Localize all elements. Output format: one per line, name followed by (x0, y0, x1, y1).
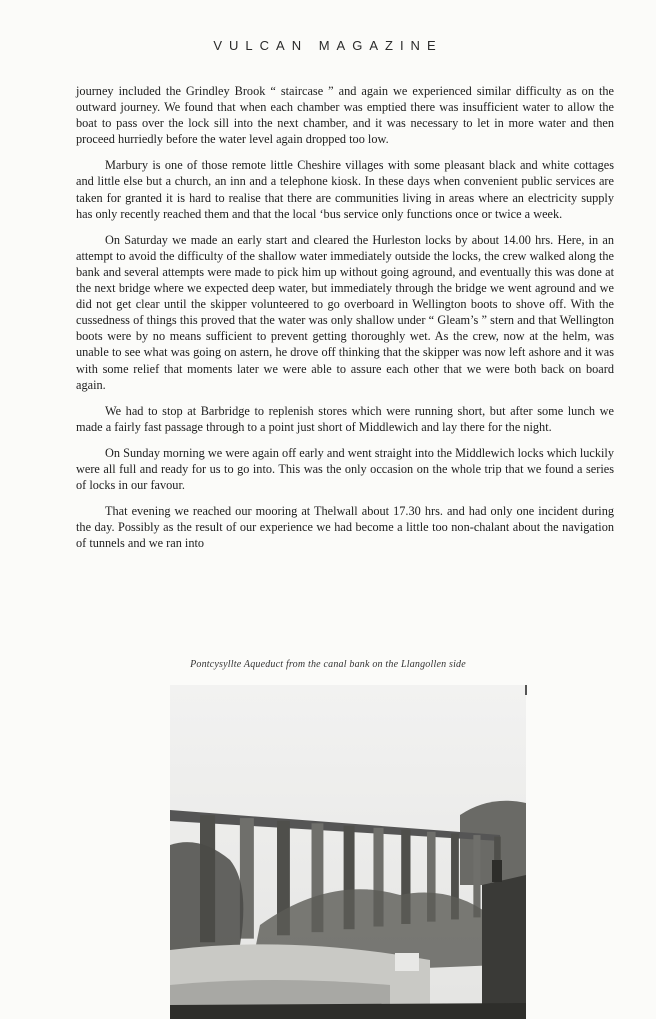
photo-grass (170, 1003, 526, 1019)
photo-corner-mark (525, 685, 527, 695)
article-paragraph: That evening we reached our mooring at Thelwall about 17.30 hrs. and had only one incident during the day. Possibly as the result of our experience we had become a little too non-chalant about the navigation of tunnels and we ran into (76, 504, 614, 551)
figure-caption: Pontcysyllte Aqueduct from the canal bank on the Llangollen side (190, 659, 466, 670)
photo-cottage (482, 875, 526, 1019)
article-paragraph: We had to stop at Barbridge to replenish stores which were running short, but after some lunch we made a fairly fast passage through to a point just short of Middlewich and lay there for the night. (76, 403, 614, 434)
photo-shed (395, 953, 419, 971)
article-paragraph: On Sunday morning we were again off early and went straight into the Middlewich locks which luckily were all full and ready for us to go into. This was the only occasion on the whole trip that we found a series of locks in our favour. (76, 445, 614, 493)
aqueduct-photo (170, 685, 526, 1019)
article-paragraph: On Saturday we made an early start and cleared the Hurleston locks by about 14.00 hrs. Here, in an attempt to avoid the difficulty of the shallow water immediately outside the locks, the crew walked along the bank and several attempts were made to pick him up without going aground, and eventually this was done at the next bridge where we expected deep water, but immediately through the bridge we went aground and we did not get clear until the skipper volunteered to go overboard in Wellington boots to shove off. With the cussedness of things this proved that the water was only shallow under “ Gleam’s ” stern and that Wellington boots were by no means sufficient to prevent getting thoroughly wet. As the crew, now at the helm, was unable to see what was going on astern, he drove off thinking that the skipper was now left ashore and it was with some relief that moments later we were able to assure each other that we were both back on board again. (76, 232, 614, 392)
article-paragraph: Marbury is one of those remote little Cheshire villages with some pleasant black and white cottages and little else but a church, an inn and a telephone kiosk. In these days when convenient public services are taken for granted it is hard to realise that there are communities living in areas where an electricity supply has only recently reached them and that the local ‘bus service only functions once or twice a week. (76, 158, 614, 221)
photo-chimney (492, 860, 502, 882)
magazine-header: VULCAN MAGAZINE (213, 38, 443, 53)
article-paragraph: journey included the Grindley Brook “ staircase ” and again we experienced similar difficulty as on the outward journey. We found that when each chamber was emptied there was insufficient water to allow the boat to pass over the lock sill into the next chamber, and it was necessary to let in more water and then proceed hurriedly before the water level again dropped too low. (76, 84, 614, 147)
article-body (76, 83, 614, 561)
